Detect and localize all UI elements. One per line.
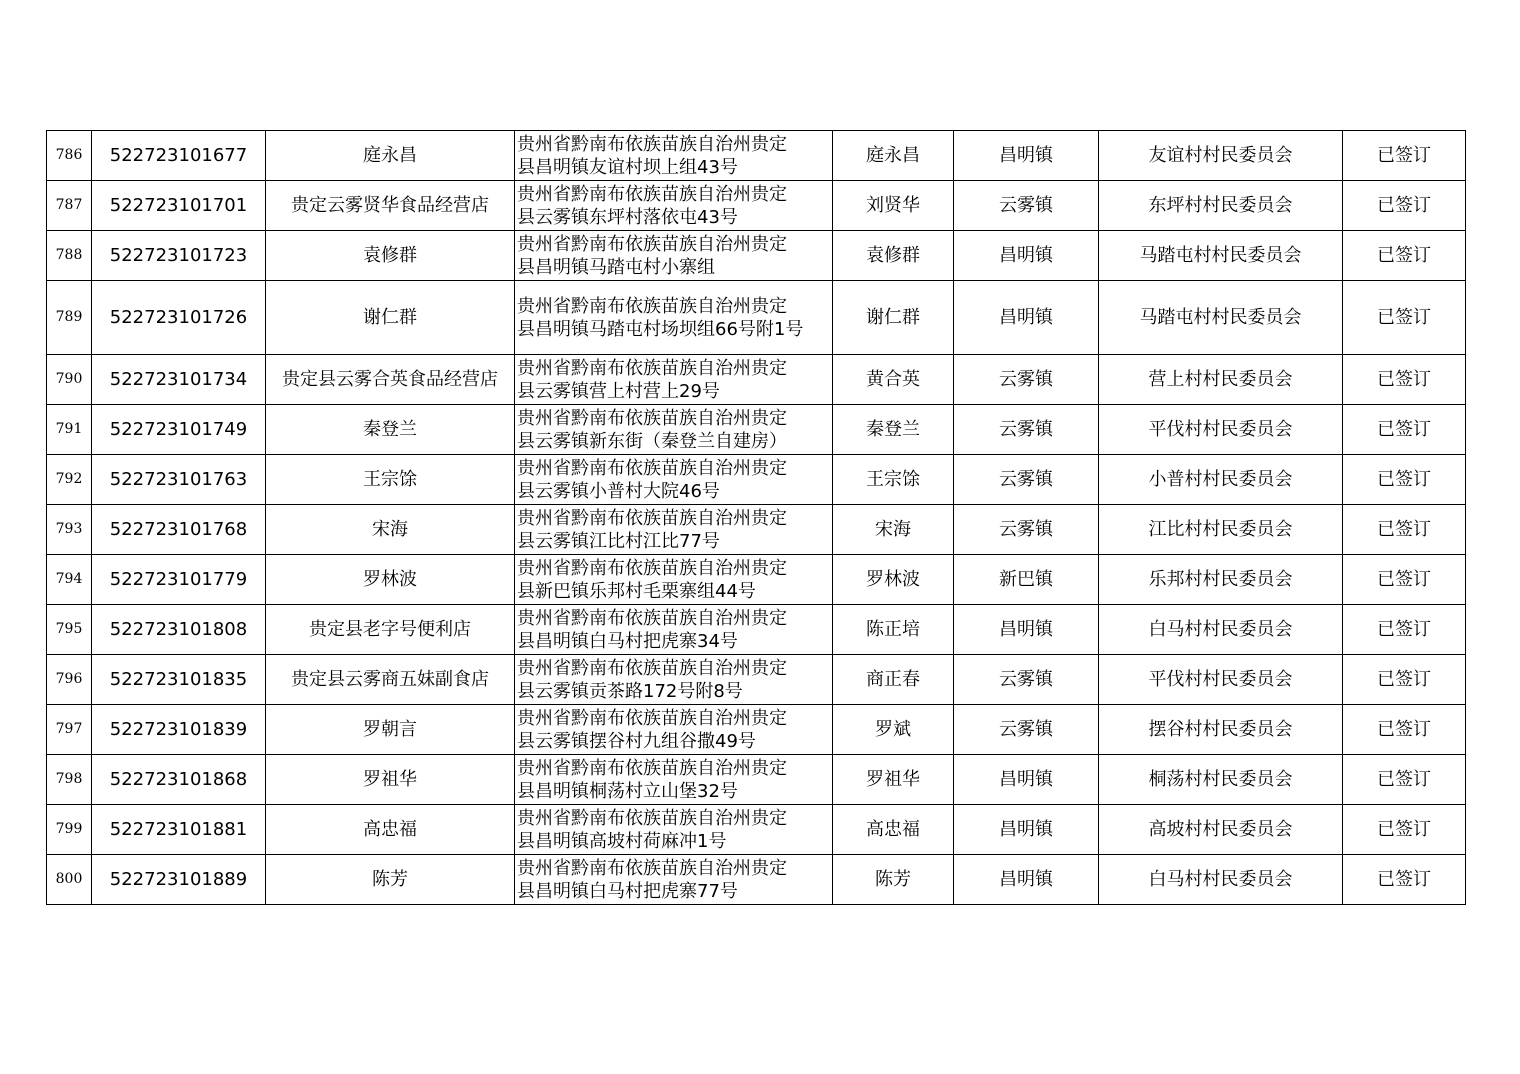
person-name: 黄合英 bbox=[833, 355, 954, 405]
registry-code: 522723101749 bbox=[92, 405, 266, 455]
entity-name: 罗祖华 bbox=[266, 755, 515, 805]
person-name: 刘贤华 bbox=[833, 181, 954, 231]
entity-name: 罗林波 bbox=[266, 555, 515, 605]
address bbox=[515, 755, 833, 805]
entity-name: 陈芳 bbox=[266, 855, 515, 905]
row-number: 793 bbox=[47, 505, 92, 555]
row-number: 789 bbox=[47, 281, 92, 355]
registry-code: 522723101734 bbox=[92, 355, 266, 405]
entity-name: 袁修群 bbox=[266, 231, 515, 281]
status-text: 已签订 bbox=[1343, 755, 1466, 805]
town-name: 云雾镇 bbox=[954, 355, 1099, 405]
address-line-1: 贵州省黔南布依族苗族自治州贵定 bbox=[517, 507, 787, 529]
registry-code: 522723101677 bbox=[92, 131, 266, 181]
town-name: 云雾镇 bbox=[954, 505, 1099, 555]
registry-code: 522723101763 bbox=[92, 455, 266, 505]
village-committee: 白马村村民委员会 bbox=[1099, 605, 1343, 655]
status-text: 已签订 bbox=[1343, 655, 1466, 705]
town-name: 昌明镇 bbox=[954, 605, 1099, 655]
address-line-2: 县云雾镇小普村大院46号 bbox=[517, 480, 720, 502]
address bbox=[515, 131, 833, 181]
village-committee: 摆谷村村民委员会 bbox=[1099, 705, 1343, 755]
address bbox=[515, 455, 833, 505]
village-committee: 桐荡村村民委员会 bbox=[1099, 755, 1343, 805]
status-text: 已签订 bbox=[1343, 131, 1466, 181]
table-row bbox=[47, 131, 1466, 181]
row-number: 791 bbox=[47, 405, 92, 455]
person-name: 陈芳 bbox=[833, 855, 954, 905]
row-number: 797 bbox=[47, 705, 92, 755]
address bbox=[515, 705, 833, 755]
address-line-2: 县昌明镇白马村把虎寨77号 bbox=[517, 880, 738, 902]
entity-name: 宋海 bbox=[266, 505, 515, 555]
table-row bbox=[47, 605, 1466, 655]
status-text: 已签订 bbox=[1343, 505, 1466, 555]
status-text: 已签订 bbox=[1343, 355, 1466, 405]
roster-body bbox=[47, 131, 1466, 905]
town-name: 昌明镇 bbox=[954, 805, 1099, 855]
person-name: 庭永昌 bbox=[833, 131, 954, 181]
table-row bbox=[47, 405, 1466, 455]
roster-table bbox=[46, 130, 1466, 905]
row-number: 787 bbox=[47, 181, 92, 231]
address bbox=[515, 605, 833, 655]
entity-name: 谢仁群 bbox=[266, 281, 515, 355]
status-text: 已签订 bbox=[1343, 555, 1466, 605]
person-name: 谢仁群 bbox=[833, 281, 954, 355]
town-name: 云雾镇 bbox=[954, 405, 1099, 455]
address-line-1: 贵州省黔南布依族苗族自治州贵定 bbox=[517, 657, 787, 679]
table-row bbox=[47, 355, 1466, 405]
row-number: 798 bbox=[47, 755, 92, 805]
town-name: 云雾镇 bbox=[954, 705, 1099, 755]
address-line-2: 县云雾镇江比村江比77号 bbox=[517, 530, 720, 552]
person-name: 王宗馀 bbox=[833, 455, 954, 505]
registry-code: 522723101868 bbox=[92, 755, 266, 805]
address-line-2: 县昌明镇马踏屯村场坝组66号附1号 bbox=[517, 318, 804, 340]
status-text: 已签订 bbox=[1343, 231, 1466, 281]
address-line-2: 县昌明镇友谊村坝上组43号 bbox=[517, 156, 738, 178]
address-line-1: 贵州省黔南布依族苗族自治州贵定 bbox=[517, 557, 787, 579]
status-text: 已签订 bbox=[1343, 455, 1466, 505]
address-line-1: 贵州省黔南布依族苗族自治州贵定 bbox=[517, 233, 787, 255]
address bbox=[515, 555, 833, 605]
entity-name: 王宗馀 bbox=[266, 455, 515, 505]
village-committee: 江比村村民委员会 bbox=[1099, 505, 1343, 555]
town-name: 昌明镇 bbox=[954, 755, 1099, 805]
address bbox=[515, 505, 833, 555]
address bbox=[515, 355, 833, 405]
table-row bbox=[47, 655, 1466, 705]
town-name: 昌明镇 bbox=[954, 131, 1099, 181]
village-committee: 乐邦村村民委员会 bbox=[1099, 555, 1343, 605]
row-number: 792 bbox=[47, 455, 92, 505]
address-line-1: 贵州省黔南布依族苗族自治州贵定 bbox=[517, 357, 787, 379]
row-number: 794 bbox=[47, 555, 92, 605]
entity-name: 秦登兰 bbox=[266, 405, 515, 455]
row-number: 795 bbox=[47, 605, 92, 655]
address-line-2: 县云雾镇营上村营上29号 bbox=[517, 380, 720, 402]
table-row bbox=[47, 555, 1466, 605]
registry-code: 522723101808 bbox=[92, 605, 266, 655]
registry-code: 522723101835 bbox=[92, 655, 266, 705]
status-text: 已签订 bbox=[1343, 805, 1466, 855]
village-committee: 平伐村村民委员会 bbox=[1099, 405, 1343, 455]
address bbox=[515, 655, 833, 705]
registry-code: 522723101881 bbox=[92, 805, 266, 855]
status-text: 已签订 bbox=[1343, 705, 1466, 755]
table-row bbox=[47, 505, 1466, 555]
address-line-2: 县云雾镇贡茶路172号附8号 bbox=[517, 680, 743, 702]
village-committee: 高坡村村民委员会 bbox=[1099, 805, 1343, 855]
status-text: 已签订 bbox=[1343, 281, 1466, 355]
table-row bbox=[47, 281, 1466, 355]
address-line-2: 县云雾镇新东街（秦登兰自建房） bbox=[517, 430, 787, 452]
person-name: 罗林波 bbox=[833, 555, 954, 605]
registry-code: 522723101839 bbox=[92, 705, 266, 755]
registry-code: 522723101701 bbox=[92, 181, 266, 231]
address bbox=[515, 181, 833, 231]
village-committee: 友谊村村民委员会 bbox=[1099, 131, 1343, 181]
registry-code: 522723101726 bbox=[92, 281, 266, 355]
village-committee: 小普村村民委员会 bbox=[1099, 455, 1343, 505]
row-number: 799 bbox=[47, 805, 92, 855]
address-line-2: 县昌明镇白马村把虎寨34号 bbox=[517, 630, 738, 652]
registry-code: 522723101889 bbox=[92, 855, 266, 905]
address bbox=[515, 405, 833, 455]
address-line-1: 贵州省黔南布依族苗族自治州贵定 bbox=[517, 407, 787, 429]
entity-name: 贵定县云雾商五妹副食店 bbox=[266, 655, 515, 705]
address-line-2: 县昌明镇桐荡村立山堡32号 bbox=[517, 780, 738, 802]
table-row bbox=[47, 855, 1466, 905]
address-line-1: 贵州省黔南布依族苗族自治州贵定 bbox=[517, 607, 787, 629]
address-line-2: 县昌明镇高坡村荷麻冲1号 bbox=[517, 830, 727, 852]
status-text: 已签订 bbox=[1343, 605, 1466, 655]
town-name: 昌明镇 bbox=[954, 231, 1099, 281]
town-name: 昌明镇 bbox=[954, 855, 1099, 905]
table-row bbox=[47, 755, 1466, 805]
entity-name: 贵定县云雾合英食品经营店 bbox=[266, 355, 515, 405]
address-line-1: 贵州省黔南布依族苗族自治州贵定 bbox=[517, 707, 787, 729]
address-line-2: 县云雾镇摆谷村九组谷撒49号 bbox=[517, 730, 756, 752]
status-text: 已签订 bbox=[1343, 855, 1466, 905]
row-number: 796 bbox=[47, 655, 92, 705]
address-line-1: 贵州省黔南布依族苗族自治州贵定 bbox=[517, 295, 787, 317]
address-line-1: 贵州省黔南布依族苗族自治州贵定 bbox=[517, 183, 787, 205]
village-committee: 白马村村民委员会 bbox=[1099, 855, 1343, 905]
table-row bbox=[47, 231, 1466, 281]
row-number: 788 bbox=[47, 231, 92, 281]
address-line-1: 贵州省黔南布依族苗族自治州贵定 bbox=[517, 133, 787, 155]
address-line-2: 县昌明镇马踏屯村小寨组 bbox=[517, 256, 715, 278]
address bbox=[515, 231, 833, 281]
address-line-1: 贵州省黔南布依族苗族自治州贵定 bbox=[517, 857, 787, 879]
person-name: 宋海 bbox=[833, 505, 954, 555]
address bbox=[515, 281, 833, 355]
town-name: 云雾镇 bbox=[954, 181, 1099, 231]
person-name: 陈正培 bbox=[833, 605, 954, 655]
registry-code: 522723101768 bbox=[92, 505, 266, 555]
address-line-1: 贵州省黔南布依族苗族自治州贵定 bbox=[517, 757, 787, 779]
person-name: 罗斌 bbox=[833, 705, 954, 755]
person-name: 秦登兰 bbox=[833, 405, 954, 455]
entity-name: 高忠福 bbox=[266, 805, 515, 855]
town-name: 昌明镇 bbox=[954, 281, 1099, 355]
address bbox=[515, 855, 833, 905]
person-name: 罗祖华 bbox=[833, 755, 954, 805]
person-name: 商正春 bbox=[833, 655, 954, 705]
address-line-1: 贵州省黔南布依族苗族自治州贵定 bbox=[517, 457, 787, 479]
row-number: 800 bbox=[47, 855, 92, 905]
person-name: 袁修群 bbox=[833, 231, 954, 281]
address bbox=[515, 805, 833, 855]
table-row bbox=[47, 181, 1466, 231]
entity-name: 贵定云雾贤华食品经营店 bbox=[266, 181, 515, 231]
village-committee: 马踏屯村村民委员会 bbox=[1099, 231, 1343, 281]
village-committee: 营上村村民委员会 bbox=[1099, 355, 1343, 405]
status-text: 已签订 bbox=[1343, 405, 1466, 455]
row-number: 790 bbox=[47, 355, 92, 405]
table-row bbox=[47, 455, 1466, 505]
entity-name: 贵定县老字号便利店 bbox=[266, 605, 515, 655]
town-name: 新巴镇 bbox=[954, 555, 1099, 605]
registry-code: 522723101779 bbox=[92, 555, 266, 605]
village-committee: 平伐村村民委员会 bbox=[1099, 655, 1343, 705]
address-line-1: 贵州省黔南布依族苗族自治州贵定 bbox=[517, 807, 787, 829]
registry-code: 522723101723 bbox=[92, 231, 266, 281]
entity-name: 罗朝言 bbox=[266, 705, 515, 755]
town-name: 云雾镇 bbox=[954, 655, 1099, 705]
address-line-2: 县云雾镇东坪村落依屯43号 bbox=[517, 206, 738, 228]
person-name: 高忠福 bbox=[833, 805, 954, 855]
village-committee: 马踏屯村村民委员会 bbox=[1099, 281, 1343, 355]
table-row bbox=[47, 805, 1466, 855]
table-row bbox=[47, 705, 1466, 755]
row-number: 786 bbox=[47, 131, 92, 181]
status-text: 已签订 bbox=[1343, 181, 1466, 231]
village-committee: 东坪村村民委员会 bbox=[1099, 181, 1343, 231]
entity-name: 庭永昌 bbox=[266, 131, 515, 181]
address-line-2: 县新巴镇乐邦村毛栗寨组44号 bbox=[517, 580, 756, 602]
town-name: 云雾镇 bbox=[954, 455, 1099, 505]
